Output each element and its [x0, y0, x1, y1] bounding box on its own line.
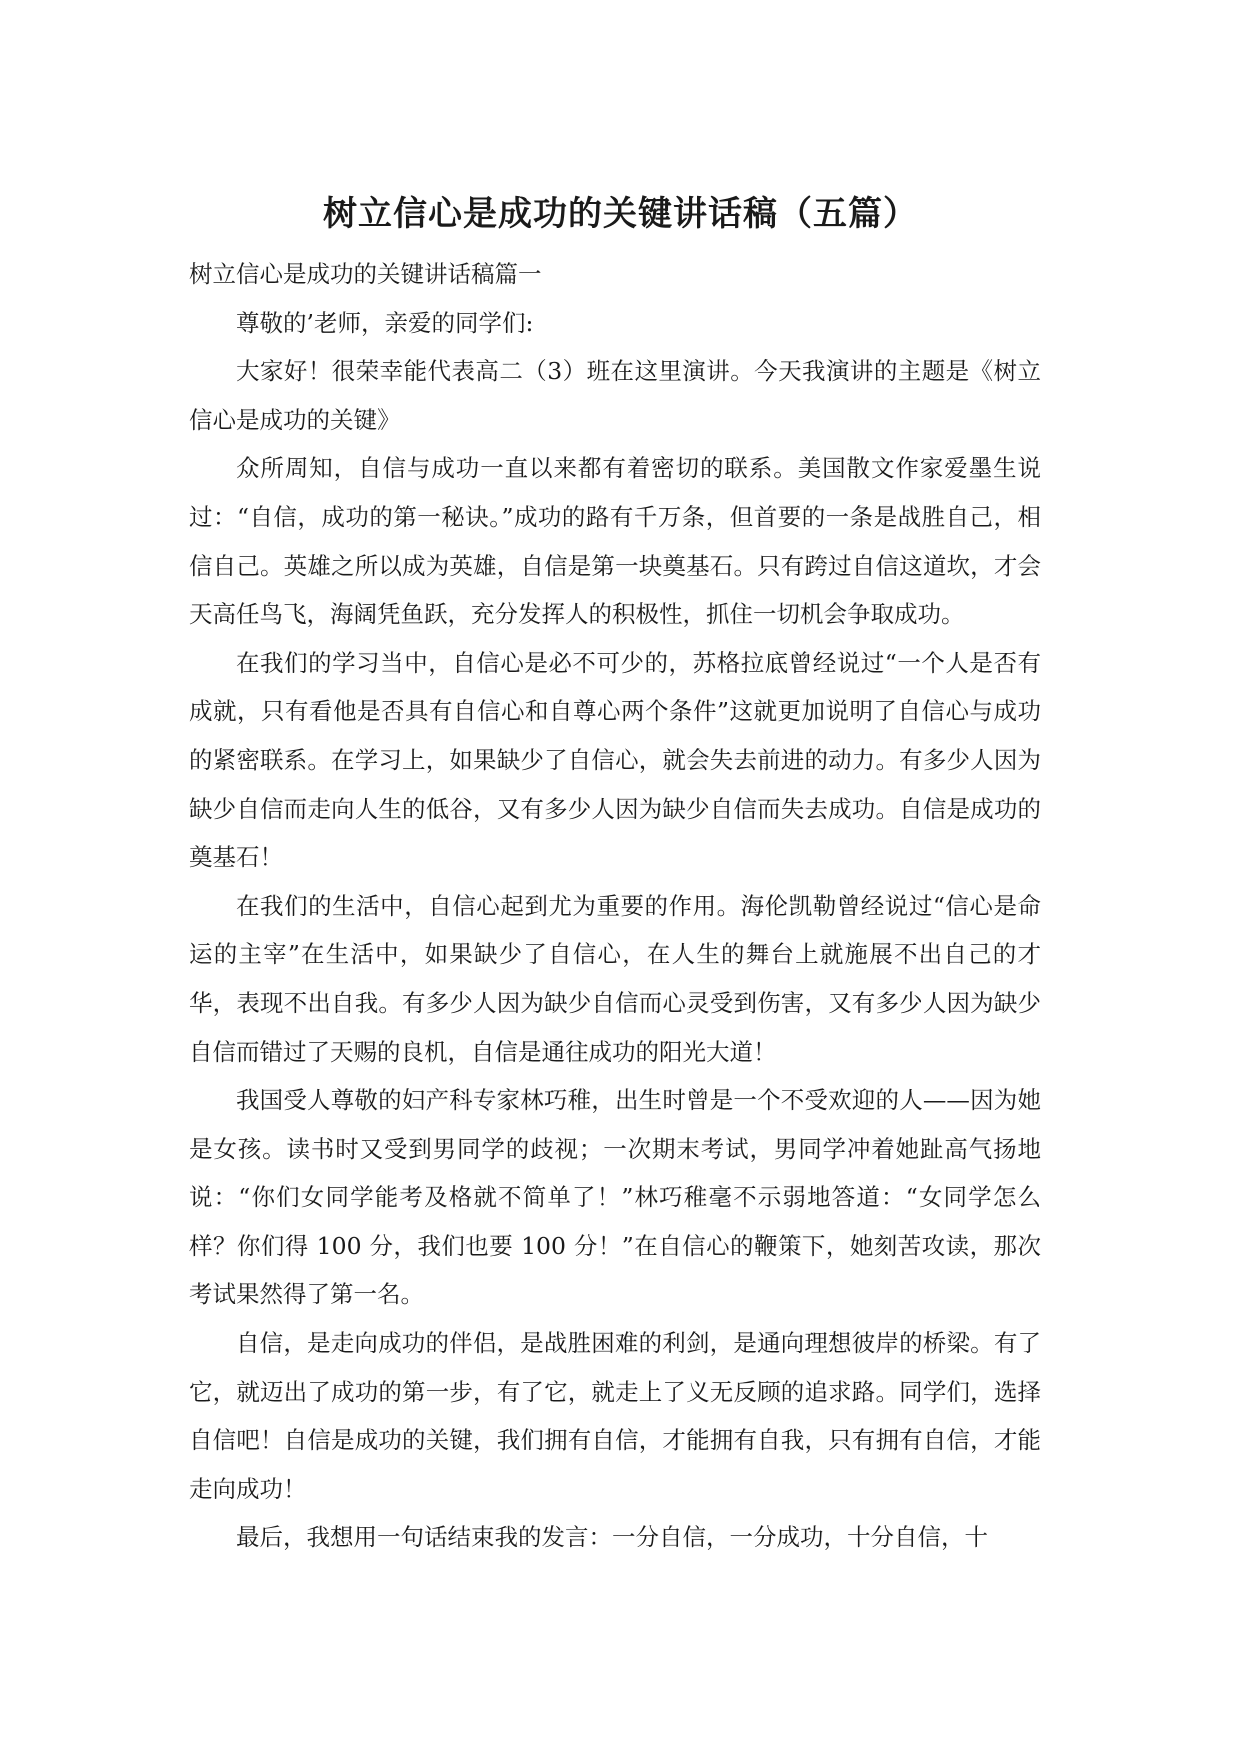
paragraph-emerson: 众所周知，自信与成功一直以来都有着密切的联系。美国散文作家爱墨生说过：“自信，成功的第一秘诀。”成功的路有千万条，但首要的一条是战胜自己，相信自己。英雄之所以成为英雄，自信是第一块奠基石。只有跨过自信这道坎，才会天高任鸟飞，海阔凭鱼跃，充分发挥人的积极性，抓住一切机会争取成功。 — [189, 454, 1041, 629]
section-heading: 树立信心是成功的关键讲话稿篇一 — [189, 260, 542, 288]
paragraph-study: 在我们的学习当中，自信心是必不可少的，苏格拉底曾经说过“一个人是否有成就，只有看他是否具有自信心和自尊心两个条件”这就更加说明了自信心与成功的紧密联系。在学习上，如果缺少了自信心，就会失去前进的动力。有多少人因为缺少自信而走向人生的低谷，又有多少人因为缺少自信而失去成功。自信是成功的奠基石！ — [189, 648, 1041, 872]
paragraph-lin-qiaozhi: 我国受人尊敬的妇产科专家林巧稚，出生时曾是一个不受欢迎的人——因为她是女孩。读书时又受到男同学的歧视；一次期末考试，男同学冲着她趾高气扬地说：“你们女同学能考及格就不简单了！”林巧稚毫不示弱地答道：“女同学怎么样？你们得 100 分，我们也要 100 分！”在自信心的鞭策下，她刻苦攻读，那次考试果然得了第一名。 — [189, 1086, 1041, 1309]
document-body — [189, 250, 1041, 1562]
document-title: 树立信心是成功的关键讲话稿（五篇） — [323, 194, 918, 234]
paragraph-confidence: 自信，是走向成功的伴侣，是战胜困难的利剑，是通向理想彼岸的桥梁。有了它，就迈出了成功的第一步，有了它，就走上了义无反顾的追求路。同学们，选择自信吧！自信是成功的关键，我们拥有自信，才能拥有自我，只有拥有自信，才能走向成功！ — [189, 1329, 1041, 1503]
paragraph-life: 在我们的生活中，自信心起到尤为重要的作用。海伦凯勒曾经说过“信心是命运的主宰”在生活中，如果缺少了自信心，在人生的舞台上就施展不出自己的才华，表现不出自我。有多少人因为缺少自信而心灵受到伤害，又有多少人因为缺少自信而错过了天赐的良机，自信是通往成功的阳光大道！ — [189, 891, 1041, 1066]
paragraph-greeting: 大家好！很荣幸能代表高二（3）班在这里演讲。今天我演讲的主题是《树立信心是成功的关键》 — [189, 357, 1041, 434]
paragraph-closing: 最后，我想用一句话结束我的发言：一分自信，一分成功，十分自信，十 — [236, 1523, 988, 1552]
paragraph-salutation: 尊敬的’老师，亲爱的同学们: — [236, 308, 534, 337]
